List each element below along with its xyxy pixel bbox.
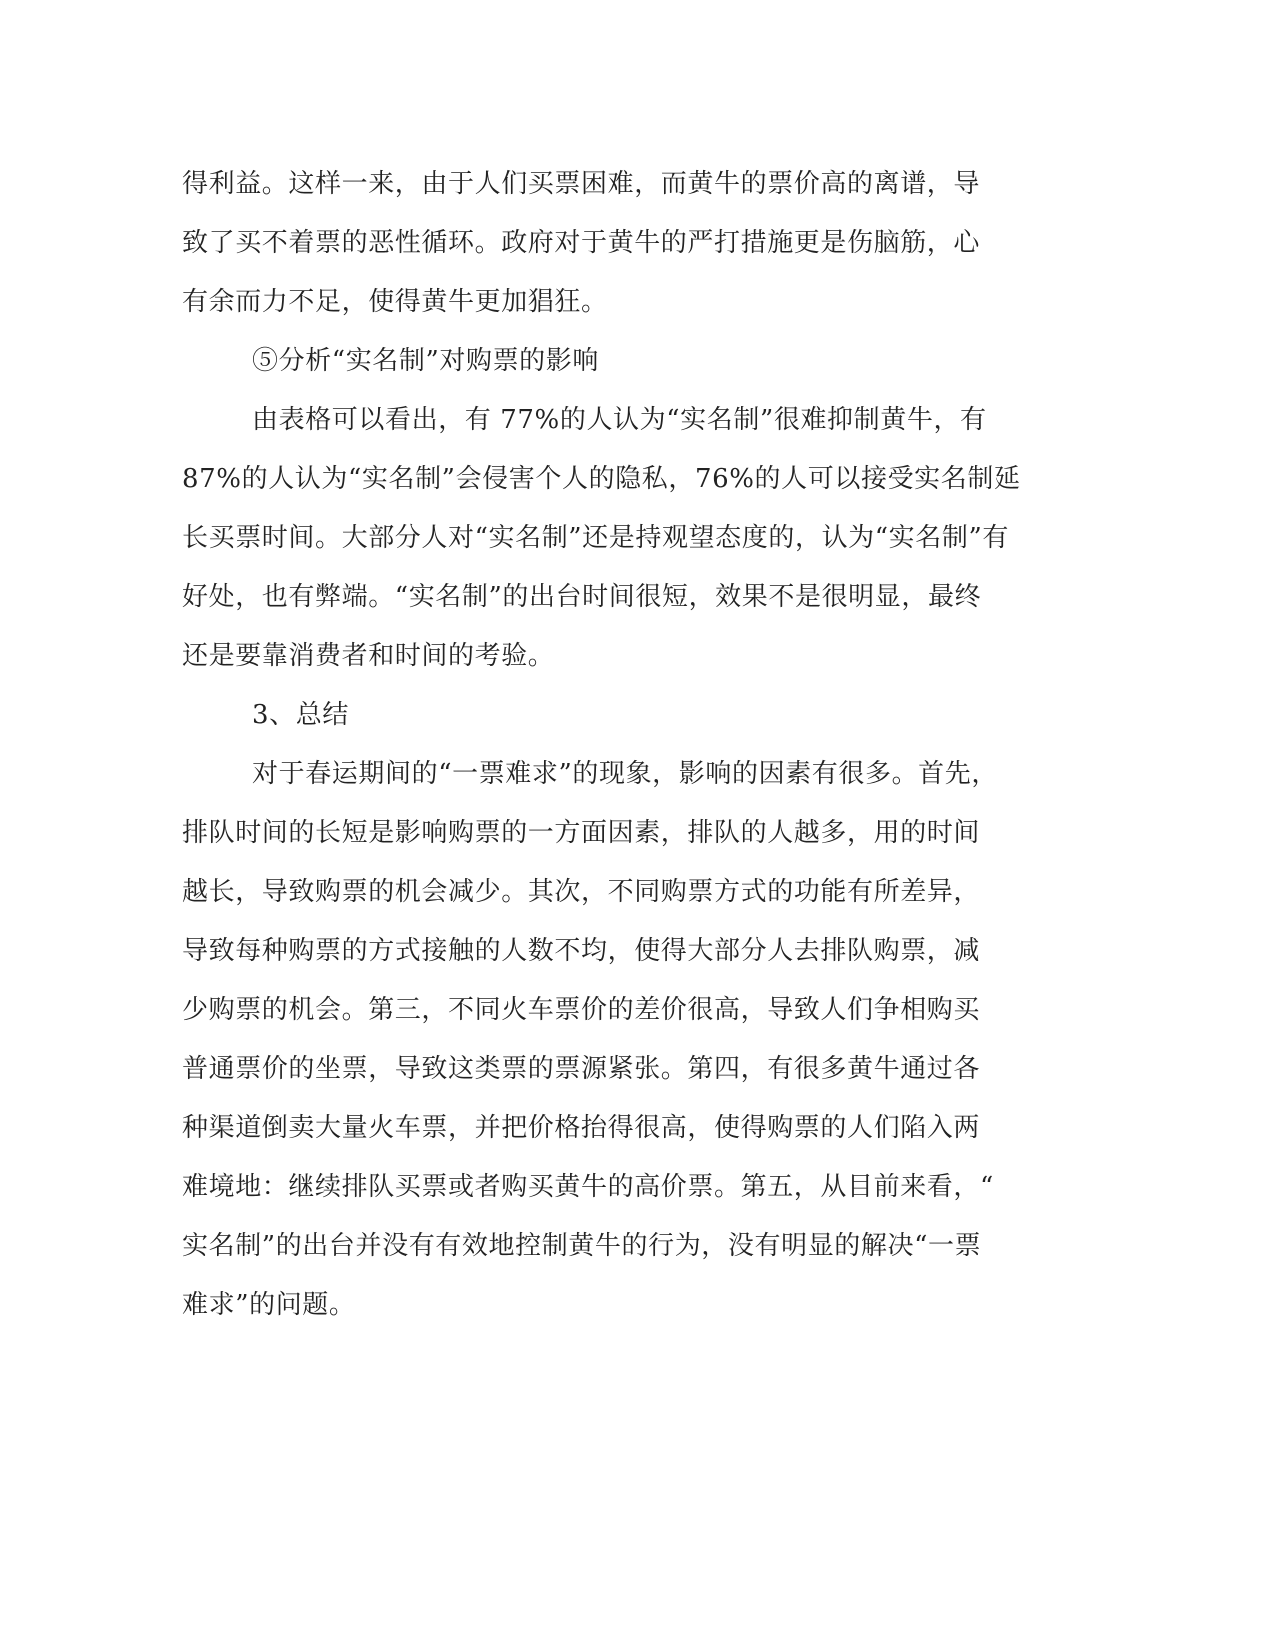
paragraph-line: 有余而力不足，使得黄牛更加猖狂。 [182,287,608,317]
paragraph-line: 致了买不着票的恶性循环。政府对于黄牛的严打措施更是伤脑筋，心 [182,228,981,258]
body-text [182,155,1032,1335]
section-heading: 3、总结 [252,700,349,730]
paragraph-line: 普通票价的坐票，导致这类票的票源紧张。第四，有很多黄牛通过各 [182,1054,981,1084]
paragraph-line: 导致每种购票的方式接触的人数不均，使得大部分人去排队购票，减 [182,936,981,966]
paragraph-line: 得利益。这样一来，由于人们买票困难，而黄牛的票价高的离谱，导 [182,169,981,199]
paragraph-line: 种渠道倒卖大量火车票，并把价格抬得很高，使得购票的人们陷入两 [182,1113,981,1143]
paragraph-line: 实名制”的出台并没有有效地控制黄牛的行为，没有明显的解决“一票 [182,1231,982,1261]
paragraph-line: 87%的人认为“实名制”会侵害个人的隐私，76%的人可以接受实名制延 [182,464,1021,494]
paragraph-line: 还是要靠消费者和时间的考验。 [182,641,555,671]
paragraph-line: 由表格可以看出，有 77%的人认为“实名制”很难抑制黄牛，有 [252,405,987,435]
paragraph-line: 难境地：继续排队买票或者购买黄牛的高价票。第五，从目前来看，“ [182,1172,994,1202]
paragraph-line: 少购票的机会。第三，不同火车票价的差价很高，导致人们争相购买 [182,995,981,1025]
paragraph-line: 排队时间的长短是影响购票的一方面因素，排队的人越多，用的时间 [182,818,981,848]
paragraph-line: 好处，也有弊端。“实名制”的出台时间很短，效果不是很明显，最终 [182,582,982,612]
paragraph-line: 越长，导致购票的机会减少。其次，不同购票方式的功能有所差异， [182,877,981,907]
section-heading: ⑤分析“实名制”对购票的影响 [252,346,599,376]
paragraph-line: 对于春运期间的“一票难求”的现象，影响的因素有很多。首先， [252,759,998,789]
paragraph-line: 难求”的问题。 [182,1290,356,1320]
paragraph-line: 长买票时间。大部分人对“实名制”还是持观望态度的，认为“实名制”有 [182,523,1009,553]
